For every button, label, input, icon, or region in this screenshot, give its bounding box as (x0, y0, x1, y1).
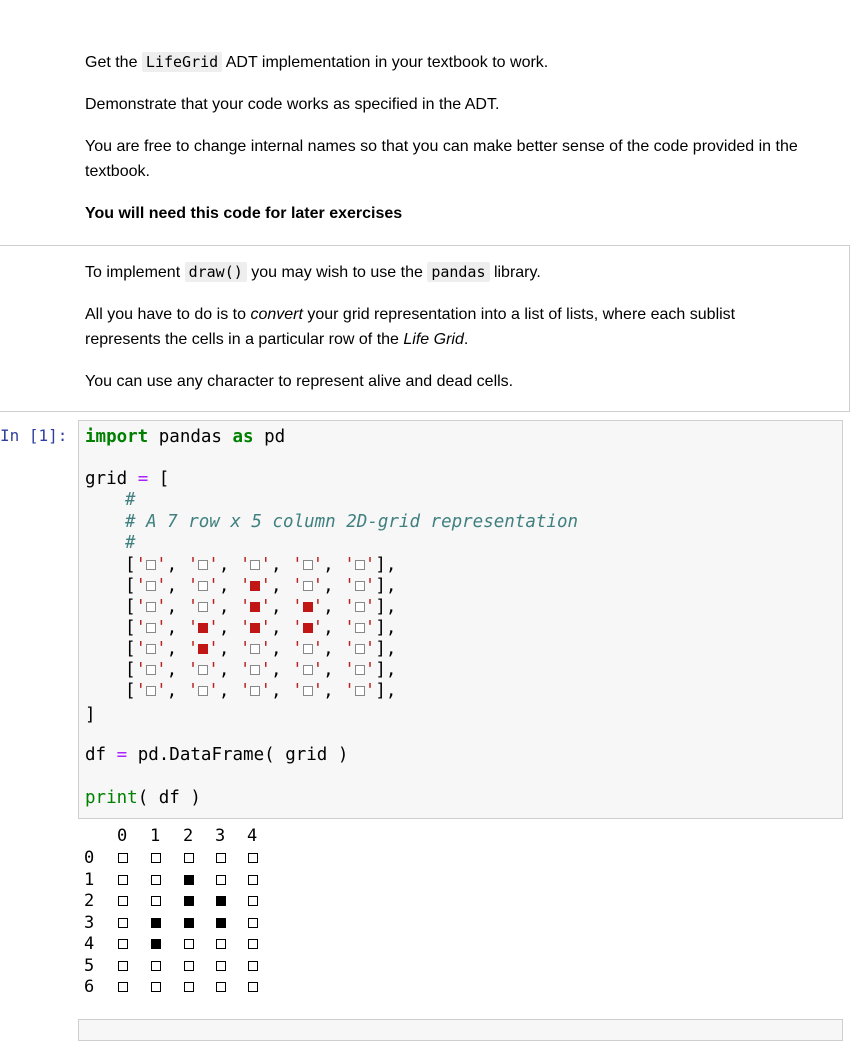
cell-square-icon (198, 560, 208, 570)
cell-square-icon (303, 644, 313, 654)
cell-square-icon (250, 644, 260, 654)
dataframe-line: df = pd.DataFrame( grid ) (85, 745, 349, 765)
dead-cell-icon (248, 939, 258, 949)
cell-square-icon (146, 686, 156, 696)
dead-cell-icon (118, 875, 128, 885)
dead-cell-icon (118, 982, 128, 992)
dead-cell-icon (118, 918, 128, 928)
cell-square-icon (303, 665, 313, 675)
grid-close-bracket: ] (85, 705, 96, 725)
cell-square-icon (146, 602, 156, 612)
dead-cell-icon (216, 939, 226, 949)
alive-cell-icon (184, 875, 194, 885)
intro-line-4: You will need this code for later exercises (85, 205, 403, 222)
dead-cell-icon (216, 853, 226, 863)
dead-cell-icon (118, 896, 128, 906)
comment-grid: # A 7 row x 5 column 2D-grid representation (125, 512, 579, 532)
input-prompt: In [1]: (0, 426, 68, 445)
print-line: print( df ) (85, 788, 201, 808)
output-col-header: 0 (117, 826, 128, 846)
dead-cell-icon (248, 918, 258, 928)
cell-square-icon (250, 665, 260, 675)
output-row-header: 4 (84, 934, 95, 954)
grid-literal-row: [' ', ' ', ' ', ' ', ' '], (125, 681, 397, 701)
output-row-header: 2 (84, 891, 95, 911)
cell-square-icon (198, 665, 208, 675)
grid-literal-row: [' ', ' ', ' ', ' ', ' '], (125, 576, 397, 596)
cell-square-icon (146, 644, 156, 654)
alive-cell-icon (216, 918, 226, 928)
cell-square-icon (355, 560, 365, 570)
dead-cell-icon (184, 939, 194, 949)
grid-literal-row: [' ', ' ', ' ', ' ', ' '], (125, 639, 397, 659)
intro-line-3: You are free to change internal names so that you can make better sense of the code provided in the textbook. (85, 138, 798, 180)
dead-cell-icon (248, 982, 258, 992)
alive-cell-icon (151, 939, 161, 949)
intro-text (85, 50, 830, 226)
output-col-header: 4 (247, 826, 258, 846)
cell-square-icon (250, 602, 260, 612)
dead-cell-icon (184, 853, 194, 863)
output-row-header: 5 (84, 955, 95, 976)
cell-square-icon (250, 623, 260, 633)
dead-cell-icon (248, 875, 258, 885)
output-row-header: 6 (84, 977, 95, 997)
dead-cell-icon (216, 982, 226, 992)
cell-square-icon (250, 581, 260, 591)
cell-square-icon (146, 581, 156, 591)
cell-square-icon (355, 686, 365, 696)
output-row-header: 0 (84, 848, 95, 868)
grid-assign-line: grid = [ (85, 469, 170, 489)
dead-cell-icon (118, 853, 128, 863)
pandas-instructions: To implement draw() you may wish to use the pandas library. All you have to do is to convert your grid representation into a list of lists, where each sublist represents the cells in a particular row of the Life Grid. You can use any character to represent alive and dead cells. (85, 263, 736, 390)
grid-literal-row: [' ', ' ', ' ', ' ', ' '], (125, 660, 397, 680)
cell-square-icon (146, 623, 156, 633)
cell-square-icon (250, 560, 260, 570)
dead-cell-icon (184, 982, 194, 992)
alive-cell-icon (216, 896, 226, 906)
grid-literal-row: [' ', ' ', ' ', ' ', ' '], (125, 597, 397, 617)
output-row-header: 1 (84, 869, 95, 890)
dead-cell-icon (216, 961, 226, 971)
cell-square-icon (355, 623, 365, 633)
cell-square-icon (355, 644, 365, 654)
cell-square-icon (303, 686, 313, 696)
comment-hash-1: # (125, 490, 136, 510)
dead-cell-icon (216, 875, 226, 885)
alive-cell-icon (184, 918, 194, 928)
dead-cell-icon (151, 875, 161, 885)
alive-cell-icon (184, 896, 194, 906)
cell-square-icon (198, 581, 208, 591)
dead-cell-icon (151, 853, 161, 863)
dead-cell-icon (151, 961, 161, 971)
cell-square-icon (355, 581, 365, 591)
intro-line-2: Demonstrate that your code works as specified in the ADT. (85, 96, 500, 113)
dead-cell-icon (118, 939, 128, 949)
cell-square-icon (198, 644, 208, 654)
cell-square-icon (303, 623, 313, 633)
cell-square-icon (198, 623, 208, 633)
dead-cell-icon (184, 961, 194, 971)
cell-square-icon (303, 602, 313, 612)
output-col-header: 1 (150, 826, 161, 846)
grid-literal-row: [' ', ' ', ' ', ' ', ' '], (125, 555, 397, 575)
draw-code: draw() (185, 262, 247, 282)
dead-cell-icon (248, 961, 258, 971)
cell-square-icon (303, 581, 313, 591)
cell-square-icon (250, 686, 260, 696)
output-col-header: 2 (183, 826, 194, 846)
dead-cell-icon (248, 896, 258, 906)
pandas-code: pandas (427, 262, 489, 282)
cell-square-icon (355, 665, 365, 675)
intro-line-1: Get the LifeGrid ADT implementation in your textbook to work. (85, 53, 549, 71)
import-line: import pandas as pd (85, 427, 286, 447)
cell-square-icon (355, 602, 365, 612)
alive-cell-icon (151, 918, 161, 928)
cell-square-icon (198, 602, 208, 612)
cell-square-icon (303, 560, 313, 570)
comment-hash-2: # (125, 533, 136, 553)
next-cell[interactable] (78, 1019, 843, 1041)
grid-literal-row: [' ', ' ', ' ', ' ', ' '], (125, 618, 397, 638)
cell-square-icon (146, 560, 156, 570)
dead-cell-icon (248, 853, 258, 863)
dead-cell-icon (118, 961, 128, 971)
output-row-header: 3 (84, 912, 95, 933)
lifegrid-code: LifeGrid (142, 52, 222, 72)
cell-square-icon (146, 665, 156, 675)
output-col-header: 3 (215, 826, 226, 846)
dead-cell-icon (151, 896, 161, 906)
dead-cell-icon (151, 982, 161, 992)
cell-square-icon (198, 686, 208, 696)
